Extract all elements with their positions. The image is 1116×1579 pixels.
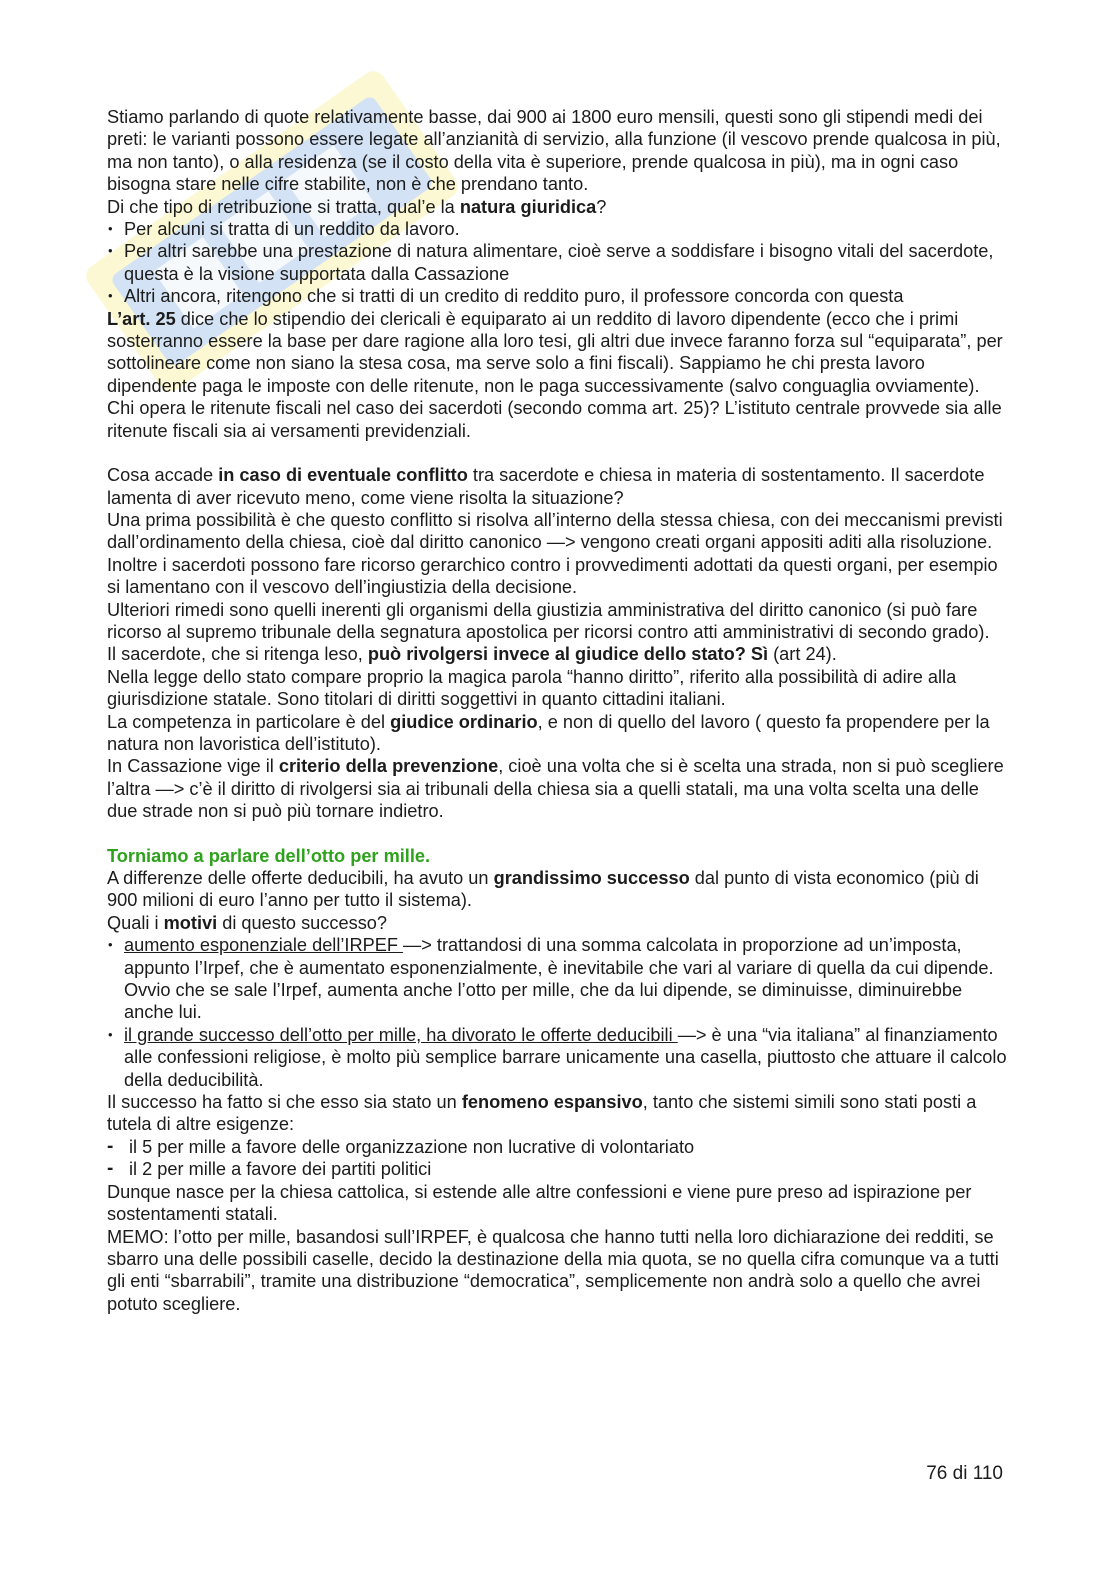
list-item: • Per alcuni si tratta di un reddito da lavoro. bbox=[107, 218, 1007, 240]
paragraph: Una prima possibilità è che questo conflitto si risolva all’interno della stessa chiesa, con dei meccanismi previsti dall’ordinamento della chiesa, cioè dal diritto canonico —> vengono creati organi appositi aditi alla risoluzione. bbox=[107, 509, 1003, 553]
list-item: • il grande successo dell’otto per mille, ha divorato le offerte deducibili —> è una “via italiana” al finanziamento alle confessioni religiose, è molto più semplice barrare unicamente una casella, piuttosto che attuare il calcolo della deducibilità. bbox=[107, 1024, 1007, 1091]
list-item: • Per altri sarebbe una prestazione di natura alimentare, cioè serve a soddisfare i bisogno vitali del sacerdote, questa è la visione supportata dalla Cassazione bbox=[107, 240, 1007, 285]
paragraph: Quali i motivi di questo successo? bbox=[107, 912, 388, 933]
paragraph: Il sacerdote, che si ritenga leso, può rivolgersi invece al giudice dello stato? Sì (art 24). bbox=[107, 644, 837, 665]
paragraph: A differenze delle offerte deducibili, ha avuto un grandissimo successo dal punto di vista economico (più di 900 milioni di euro l’anno per tutto il sistema). bbox=[107, 868, 979, 911]
bullet-list bbox=[107, 218, 1007, 308]
paragraph: La competenza in particolare è del giudice ordinario, e non di quello del lavoro ( questo fa propendere per la natura non lavoristica dell’istituto). bbox=[107, 711, 990, 754]
paragraph: In Cassazione vige il criterio della prevenzione, cioè una volta che si è scelta una strada, non si può scegliere l’altra —> c’è il diritto di rivolgersi sia ai tribunali della chiesa sia a quelli statali, ma una volta scelta una delle due strade non si può più tornare indietro. bbox=[107, 756, 1004, 822]
page-number: 76 di 110 bbox=[926, 1463, 1003, 1484]
dash-list bbox=[107, 1136, 1007, 1181]
paragraph: Cosa accade in caso di eventuale conflitto tra sacerdote e chiesa in materia di sostentamento. Il sacerdote lamenta di aver ricevuto meno, come viene risolta la situazione? bbox=[107, 465, 985, 508]
paragraph: Ulteriori rimedi sono quelli inerenti gli organismi della giustizia amministrativa del diritto canonico (si può fare ricorso al supremo tribunale della segnatura apostolica per ricorsi contro atti amministrativi di secondo grado). bbox=[107, 599, 990, 642]
list-item: - il 5 per mille a favore delle organizzazione non lucrative di volontariato bbox=[107, 1136, 1007, 1158]
paragraph: Stiamo parlando di quote relativamente basse, dai 900 ai 1800 euro mensili, questi sono gli stipendi medi dei preti: le varianti possono essere legate all’anzianità di servizio, alla funzione (il vescovo prende qualcosa in più, ma non tanto), o alla residenza (se il costo della vita è superiore, prende qualcosa in più), ma in ogni caso bisogna stare nelle cifre stabilite, non è che prendano tanto. bbox=[107, 107, 1001, 195]
paragraph: L’art. 25 dice che lo stipendio dei clericali è equiparato ai un reddito di lavoro dipendente (ecco che i primi sosterranno essere la base per dare ragione alla loro tesi, gli altri due invece faranno forza sul “equiparata”, per sottolineare come non siano la stesa cosa, ma serve solo a fini fiscali). Sappiamo he chi presta lavoro dipendente paga le imposte con delle ritenute, non le paga successivamente (salvo conguaglia ovviamente). Chi opera le ritenute fiscali nel caso dei sacerdoti (secondo comma art. 25)? L’istituto centrale provvede sia alle ritenute fiscali sia ai versamenti previdenziali. bbox=[107, 308, 1003, 441]
paragraph: Di che tipo di retribuzione si tratta, qual’e la natura giuridica? bbox=[107, 196, 607, 217]
section-heading: Torniamo a parlare dell’otto per mille. bbox=[107, 845, 431, 866]
paragraph: Inoltre i sacerdoti possono fare ricorso gerarchico contro i provvedimenti adottati da questi organi, per esempio si lamentano con il vescovo dell’ingiustizia della decisione. bbox=[107, 554, 998, 598]
list-item: • aumento esponenziale dell’IRPEF —> trattandosi di una somma calcolata in proporzione ad un’imposta, appunto l’Irpef, che è aumentato esponenzialmente, è inevitabile che vari al variare di quella da cui dipende. Ovvio che se sale l’Irpef, aumenta anche l’otto per mille, che da lui dipende, se diminuisse, diminuirebbe anche lui. bbox=[107, 934, 1007, 1024]
paragraph: Nella legge dello stato compare proprio la magica parola “hanno diritto”, riferito alla possibilità di adire alla giurisdizione statale. Sono titolari di diritti soggettivi in quanto cittadini italiani. bbox=[107, 666, 957, 710]
document-body bbox=[107, 106, 1007, 1315]
list-item: • Altri ancora, ritengono che si tratti di un credito di reddito puro, il professore concorda con questa bbox=[107, 285, 1007, 307]
paragraph: MEMO: l’otto per mille, basandosi sull’IRPEF, è qualcosa che hanno tutti nella loro dichiarazione dei redditi, se sbarro una delle possibili caselle, decido la destinazione della mia quota, se no quella cifra comunque va a tutti gli enti “sbarrabili”, tramite una distribuzione “democratica”, semplicemente non andrà solo a quello che avrei potuto scegliere. bbox=[107, 1226, 999, 1314]
paragraph: Il successo ha fatto si che esso sia stato un fenomeno espansivo, tanto che sistemi simili sono stati posti a tutela di altre esigenze: bbox=[107, 1092, 977, 1135]
bullet-list bbox=[107, 934, 1007, 1091]
list-item: - il 2 per mille a favore dei partiti politici bbox=[107, 1158, 1007, 1180]
paragraph: Dunque nasce per la chiesa cattolica, si estende alle altre confessioni e viene pure preso ad ispirazione per sostentamenti statali. bbox=[107, 1181, 972, 1225]
